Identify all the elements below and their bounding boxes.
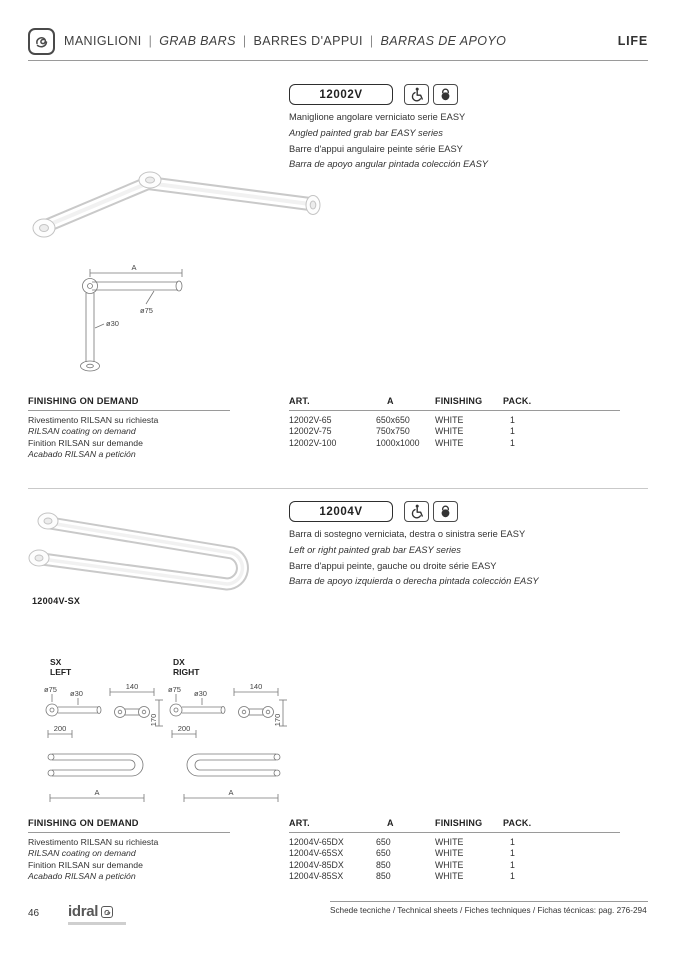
finishing-note-italian: Rivestimento RILSAN su richiesta <box>28 837 159 847</box>
col-pack: PACK. <box>503 818 532 828</box>
cell-art: 12004V-85SX <box>289 871 344 882</box>
col-art: ART. <box>289 396 310 406</box>
table-header-row <box>289 818 620 833</box>
cell-finishing: WHITE <box>435 871 464 882</box>
finishing-title: FINISHING ON DEMAND <box>28 818 230 833</box>
finishing-note-italian: Rivestimento RILSAN su richiesta <box>28 415 159 425</box>
cell-finishing: WHITE <box>435 426 464 437</box>
page-number: 46 <box>28 908 40 919</box>
product-code-badge-12002v: 12002V <box>289 84 393 105</box>
cell-pack: 1 <box>510 859 515 870</box>
load-test-icon <box>433 501 458 522</box>
variant-label: 12004V-SX <box>32 596 81 606</box>
product-photo-12004v <box>26 503 281 603</box>
table-row <box>289 871 620 882</box>
title-english: GRAB BARS <box>159 34 236 48</box>
product-code-badge-12004v: 12004V <box>289 501 393 522</box>
dia-30-label: ø30 <box>194 689 207 698</box>
brand-tagline <box>68 922 126 925</box>
cell-a: 1000x1000 <box>376 437 420 448</box>
page-title <box>64 34 506 48</box>
dim-a-label: A <box>94 788 100 797</box>
col-a: A <box>387 818 394 828</box>
cell-a: 850 <box>376 871 391 882</box>
cell-finishing: WHITE <box>435 415 464 425</box>
table-row <box>289 415 620 426</box>
tech-drawing-12002v <box>66 264 216 388</box>
header-rule <box>28 60 648 61</box>
table-row <box>289 426 620 437</box>
dim-140-label: 140 <box>249 682 263 691</box>
dia-75-label: ø75 <box>44 685 57 694</box>
cell-pack: 1 <box>510 426 515 437</box>
left-label: LEFT <box>50 666 72 677</box>
description-french: Barre d'appui peinte, gauche ou droite série EASY <box>289 560 497 571</box>
col-finishing: FINISHING <box>435 396 483 406</box>
product-icons-12004v <box>404 501 458 522</box>
cell-pack: 1 <box>510 415 515 425</box>
product-table-12004v <box>289 818 620 883</box>
title-spanish: BARRAS DE APOYO <box>380 34 507 48</box>
finishing-note-spanish: Acabado RILSAN a petición <box>28 449 136 460</box>
right-label: RIGHT <box>173 666 200 677</box>
cell-finishing: WHITE <box>435 837 464 847</box>
tech-drawing-12004v-dx <box>166 682 288 814</box>
cell-a: 650x650 <box>376 415 410 425</box>
dim-200-label: 200 <box>53 724 67 733</box>
cell-a: 650 <box>376 837 391 847</box>
col-art: ART. <box>289 818 310 828</box>
title-separator: | <box>369 34 374 48</box>
finishing-block-12002v <box>28 396 230 461</box>
footer-note: Schede tecniche / Technical sheets / Fiches techniques / Fichas técnicas: pag. 276-294 <box>330 906 647 915</box>
product-descriptions-12004v <box>289 527 539 590</box>
idral-brand-logo <box>68 905 113 919</box>
table-row <box>289 438 620 449</box>
idral-knot-icon <box>101 906 113 918</box>
collection-name: LIFE <box>617 34 648 48</box>
finishing-title: FINISHING ON DEMAND <box>28 396 230 411</box>
dia-30-label: ø30 <box>70 689 83 698</box>
col-a: A <box>387 396 394 406</box>
brand-wordmark: idral <box>68 903 99 920</box>
footer-rule <box>330 901 648 902</box>
description-spanish: Barra de apoyo izquierda o derecha pintada colección EASY <box>289 576 539 587</box>
table-row <box>289 860 620 871</box>
idral-knot-glyph <box>33 33 50 50</box>
dia-30-label: ø30 <box>106 319 119 328</box>
col-finishing: FINISHING <box>435 818 483 828</box>
dim-a-label: A <box>131 263 137 272</box>
description-italian: Maniglione angolare verniciato serie EASY <box>289 112 466 122</box>
description-spanish: Barra de apoyo angular pintada colección EASY <box>289 159 488 170</box>
product-photo-12002v <box>26 156 338 260</box>
description-french: Barre d'appui angulaire peinte série EASY <box>289 143 463 154</box>
product-icons-12002v <box>404 84 458 105</box>
section-divider <box>28 488 648 489</box>
finishing-note-spanish: Acabado RILSAN a petición <box>28 871 136 882</box>
description-english: Angled painted grab bar EASY series <box>289 127 443 138</box>
idral-logo-icon <box>28 28 55 55</box>
tech-drawing-12004v-sx <box>42 682 164 814</box>
description-english: Left or right painted grab bar EASY series <box>289 544 461 555</box>
description-italian: Barra di sostegno verniciata, destra o sinistra serie EASY <box>289 529 526 539</box>
cell-pack: 1 <box>510 848 515 859</box>
cell-art: 12002V-65 <box>289 415 332 425</box>
cell-art: 12004V-65SX <box>289 848 344 859</box>
cell-pack: 1 <box>510 871 515 882</box>
dim-a-label: A <box>228 788 234 797</box>
sx-left-label <box>50 658 71 677</box>
finishing-note-english: RILSAN coating on demand <box>28 426 136 437</box>
finishing-note-french: Finition RILSAN sur demande <box>28 437 143 448</box>
cell-a: 750x750 <box>376 426 410 437</box>
dx-label: DX <box>173 657 185 667</box>
cell-a: 650 <box>376 848 391 859</box>
cell-finishing: WHITE <box>435 437 464 448</box>
wheelchair-icon <box>404 501 429 522</box>
dim-170-label: 170 <box>149 713 158 727</box>
dim-170-label: 170 <box>273 713 282 727</box>
table-row <box>289 837 620 848</box>
cell-pack: 1 <box>510 437 515 448</box>
title-french: BARRES D'APPUI <box>253 34 363 48</box>
finishing-block-12004v <box>28 818 230 883</box>
cell-art: 12004V-85DX <box>289 859 344 870</box>
cell-a: 850 <box>376 859 391 870</box>
table-row <box>289 848 620 859</box>
product-table-12002v <box>289 396 620 449</box>
dim-200-label: 200 <box>177 724 191 733</box>
finishing-note-french: Finition RILSAN sur demande <box>28 859 143 870</box>
cell-finishing: WHITE <box>435 848 464 859</box>
title-separator: | <box>242 34 247 48</box>
sx-label: SX <box>50 657 62 667</box>
load-test-icon <box>433 84 458 105</box>
title-italian: MANIGLIONI <box>64 34 142 48</box>
dia-75-label: ø75 <box>168 685 181 694</box>
cell-art: 12002V-100 <box>289 437 337 448</box>
table-header-row <box>289 396 620 411</box>
finishing-note-english: RILSAN coating on demand <box>28 848 136 859</box>
cell-art: 12002V-75 <box>289 426 332 437</box>
dia-75-label: ø75 <box>140 306 153 315</box>
wheelchair-icon <box>404 84 429 105</box>
dx-right-label <box>173 658 199 677</box>
col-pack: PACK. <box>503 396 532 406</box>
cell-finishing: WHITE <box>435 859 464 870</box>
cell-pack: 1 <box>510 837 515 847</box>
dim-140-label: 140 <box>125 682 139 691</box>
cell-art: 12004V-65DX <box>289 837 344 847</box>
title-separator: | <box>148 34 153 48</box>
